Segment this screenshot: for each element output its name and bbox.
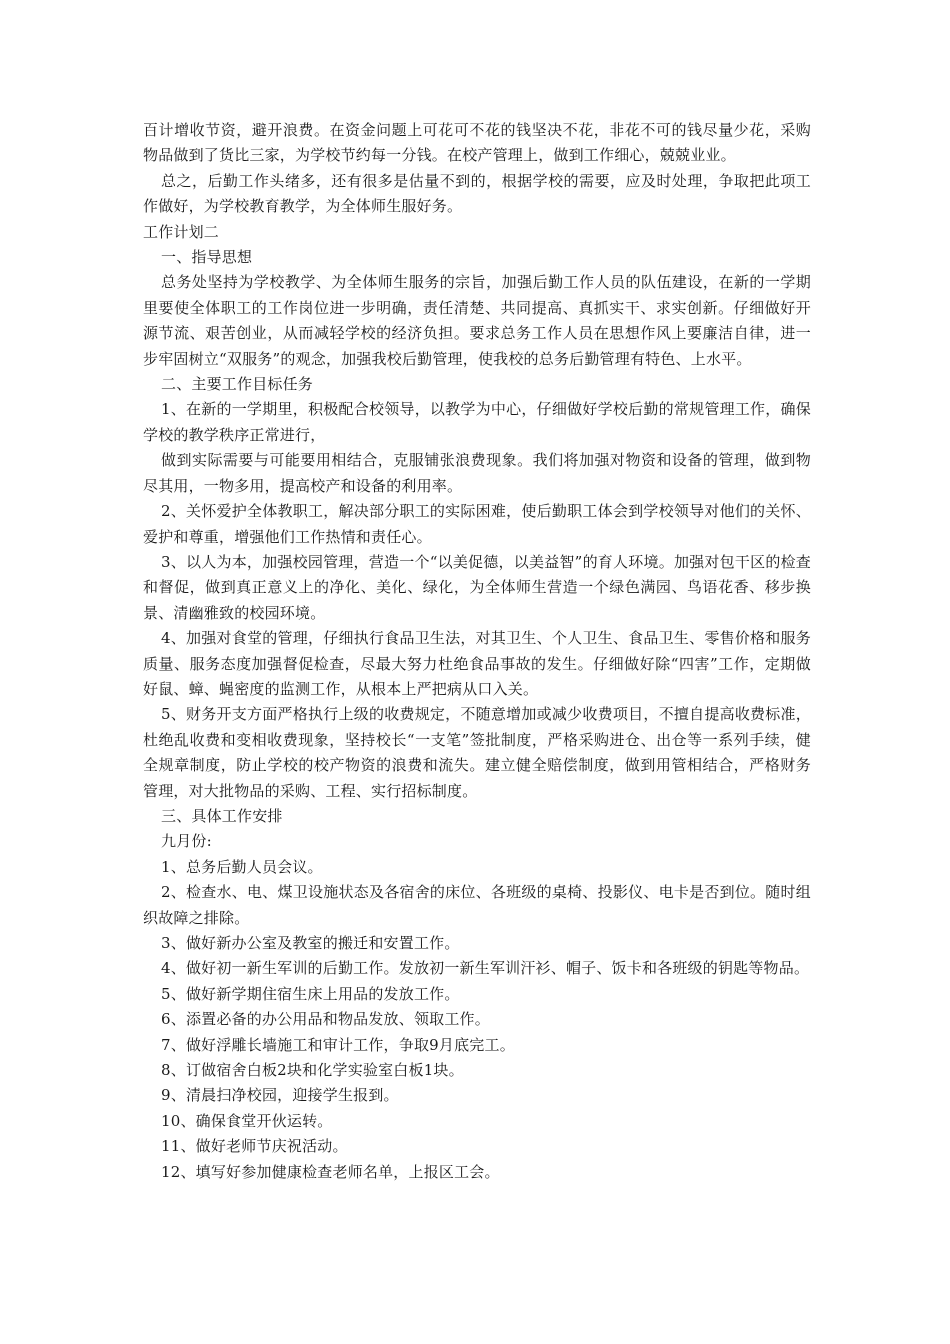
heading-guiding-thought: 一、指导思想 bbox=[161, 248, 253, 267]
task-item-7: 7、做好浮雕长墙施工和审计工作，争取9月底完工。 bbox=[161, 1035, 515, 1054]
task-item-3: 3、做好新办公室及教室的搬迁和安置工作。 bbox=[161, 934, 460, 952]
task-item-12: 12、填写好参加健康检查老师名单，上报区工会。 bbox=[161, 1162, 500, 1181]
goal-item-2: 2、关怀爱护全体教职工，解决部分职工的实际困难，使后勤职工体会到学校领导对他们的关怀、爱护和尊重，增强他们工作热情和责任心。 bbox=[143, 502, 811, 546]
goal-item-1: 1、在新的一学期里，积极配合校领导，以教学为中心，仔细做好学校后勤的常规管理工作，确保学校的教学秩序正常进行， bbox=[143, 400, 811, 444]
month-label-september: 九月份: bbox=[161, 832, 212, 851]
goal-item-5: 5、财务开支方面严格执行上级的收费规定，不随意增加或减少收费项目，不擅自提高收费标准，杜绝乱收费和变相收费现象，坚持校长“一支笔”签批制度，严格采购进仓、出仓等一系列手续，健全规章制度，防止学校的校产物资的浪费和流失。建立健全赔偿制度，做到用管相结合，严格财务管理，对大批物品的采购、工程、实行招标制度。 bbox=[143, 705, 811, 800]
section-title-plan-two: 工作计划二 bbox=[143, 222, 220, 241]
task-item-2: 2、检查水、电、煤卫设施状态及各宿舍的床位、各班级的桌椅、投影仪、电卡是否到位。随时组织故障之排除。 bbox=[143, 883, 811, 927]
task-item-11: 11、做好老师节庆祝活动。 bbox=[161, 1137, 348, 1156]
paragraph-continuation: 百计增收节资，避开浪费。在资金问题上可花可不花的钱坚决不花，非花不可的钱尽量少花，采购物品做到了货比三家，为学校节约每一分钱。在校产管理上，做到工作细心，兢兢业业。 bbox=[143, 121, 811, 165]
task-item-1: 1、总务后勤人员会议。 bbox=[161, 857, 323, 876]
task-item-9: 9、清晨扫净校园，迎接学生报到。 bbox=[161, 1086, 399, 1105]
task-item-6: 6、添置必备的办公用品和物品发放、领取工作。 bbox=[161, 1010, 490, 1029]
paragraph-guiding-thought: 总务处坚持为学校教学、为全体师生服务的宗旨，加强后勤工作人员的队伍建设，在新的一学期里要使全体职工的工作岗位进一步明确，责任清楚、共同提高、真抓实干、求实创新。仔细做好开源节流、艰苦创业，从而减轻学校的经济负担。要求总务工作人员在思想作风上要廉洁自律，进一步牢固树立“双服务”的观念，加强我校后勤管理，使我校的总务后勤管理有特色、上水平。 bbox=[143, 273, 811, 368]
goal-item-4: 4、加强对食堂的管理，仔细执行食品卫生法，对其卫生、个人卫生、食品卫生、零售价格和服务质量、服务态度加强督促检查，尽最大努力杜绝食品事故的发生。仔细做好除“四害”工作，定期做好鼠、蟑、蝇密度的监测工作，从根本上严把病从口入关。 bbox=[143, 629, 811, 698]
heading-work-arrangement: 三、具体工作安排 bbox=[161, 806, 283, 825]
task-item-10: 10、确保食堂开伙运转。 bbox=[161, 1111, 333, 1130]
goal-item-1-continued: 做到实际需要与可能要用相结合，克服铺张浪费现象。我们将加强对物资和设备的管理，做到物尽其用，一物多用，提高校产和设备的利用率。 bbox=[143, 451, 811, 495]
heading-main-goals: 二、主要工作目标任务 bbox=[161, 375, 314, 394]
task-item-8: 8、订做宿舍白板2块和化学实验室白板1块。 bbox=[161, 1061, 464, 1080]
goal-item-3: 3、以人为本，加强校园管理，营造一个“以美促德，以美益智”的育人环境。加强对包干区的检查和督促，做到真正意义上的净化、美化、绿化，为全体师生营造一个绿色满园、鸟语花香、移步换景、清幽雅致的校园环境。 bbox=[143, 552, 811, 622]
task-item-5: 5、做好新学期住宿生床上用品的发放工作。 bbox=[161, 984, 460, 1003]
paragraph-summary: 总之，后勤工作头绪多，还有很多是估量不到的，根据学校的需要，应及时处理，争取把此项工作做好，为学校教育教学，为全体师生服好务。 bbox=[143, 171, 811, 216]
task-item-4: 4、做好初一新生军训的后勤工作。发放初一新生军训汗衫、帽子、饭卡和各班级的钥匙等物品。 bbox=[161, 959, 810, 978]
document-body bbox=[143, 118, 811, 1185]
